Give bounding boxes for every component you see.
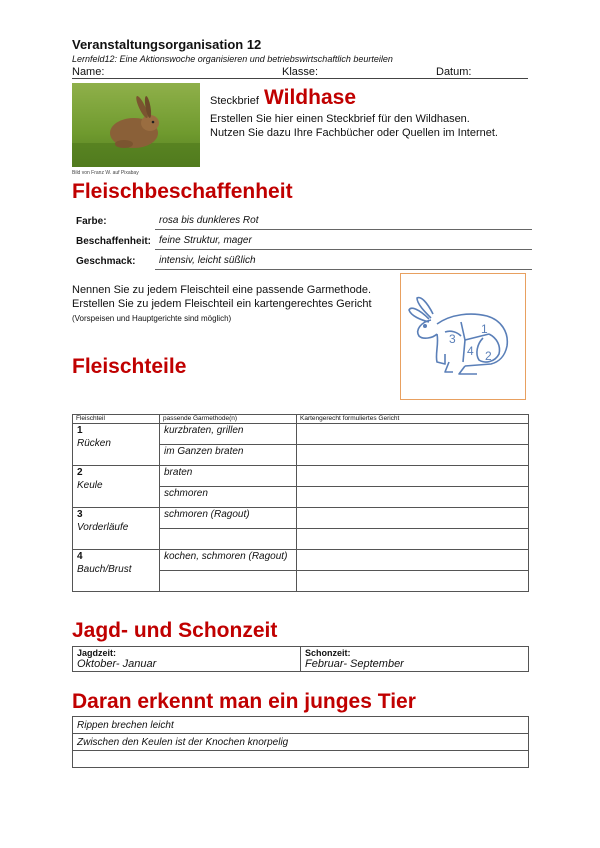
cut-name: Keule [77,480,103,491]
instruction-line-1: Nennen Sie zu jedem Fleischteil eine passende Garmethode. [72,284,372,296]
dish-cell[interactable] [297,571,529,592]
cuts-instructions [72,283,392,326]
dish-cell[interactable] [297,508,529,529]
diagram-label-1: 1 [481,322,488,336]
table-row [73,717,529,734]
method-cell: im Ganzen braten [160,445,297,466]
cut-name: Bauch/Brust [77,564,132,575]
label-texture: Beschaffenheit: [76,236,152,247]
value-taste: intensiv, leicht süßlich [155,255,532,270]
method-cell: braten [160,466,297,487]
date-label: Datum: [436,66,472,78]
hare-photo [72,83,200,167]
photo-credit: Bild von Franz W. auf Pixabay [72,170,139,176]
method-cell: schmoren (Ragout) [160,508,297,529]
hunting-season-cell [73,647,301,672]
young-animal-item[interactable] [73,751,529,768]
method-cell: schmoren [160,487,297,508]
table-row [73,550,529,571]
table-row [73,751,529,768]
value-texture: feine Struktur, mager [155,235,532,250]
heading-season: Jagd- und Schonzeit [72,619,278,642]
document-subtitle: Lernfeld12: Eine Aktionswoche organisieren und betriebswirtschaftlich beurteilen [72,54,393,64]
instruction-line-2: Erstellen Sie zu jedem Fleischteil ein kartengerechtes Gericht [72,298,372,310]
label-color: Farbe: [76,216,107,227]
cut-cell [73,466,160,508]
dish-cell[interactable] [297,445,529,466]
dish-cell[interactable] [297,550,529,571]
cut-number: 4 [77,551,83,562]
table-row [73,734,529,751]
dish-cell[interactable] [297,424,529,445]
method-cell[interactable] [160,571,297,592]
cut-name: Rücken [77,438,111,449]
name-label: Name: [72,66,105,78]
cuts-table [72,414,529,592]
dish-cell[interactable] [297,466,529,487]
header-fields [72,66,528,79]
column-header-method: passende Garmethode(n) [160,415,297,424]
value-color: rosa bis dunkleres Rot [155,215,532,230]
label-taste: Geschmack: [76,256,136,267]
table-row [73,647,529,672]
steckbrief-line-2: Nutzen Sie dazu Ihre Fachbücher oder Quellen im Internet. [210,127,498,139]
heading-cuts: Fleischteile [72,355,187,378]
diagram-label-3: 3 [449,332,456,346]
heading-young-animal: Daran erkennt man ein junges Tier [72,690,416,713]
cut-number: 3 [77,509,83,520]
diagram-label-2: 2 [485,349,492,363]
table-row [73,466,529,487]
closed-season-value: Februar- September [305,658,404,670]
class-label: Klasse: [282,66,319,78]
dish-cell[interactable] [297,487,529,508]
table-row [73,508,529,529]
young-animal-table [72,716,529,768]
animal-name: Wildhase [264,86,356,109]
instruction-note: (Vorspeisen und Hauptgerichte sind möglich) [72,314,232,323]
diagram-label-4: 4 [467,344,474,358]
column-header-cut: Fleischteil [73,415,160,424]
method-cell[interactable] [160,529,297,550]
cut-cell [73,550,160,592]
table-row [73,424,529,445]
cut-name: Vorderläufe [77,522,129,533]
steckbrief-instructions [210,112,530,140]
steckbrief-label: Steckbrief [210,95,259,107]
column-header-dish: Kartengerecht formuliertes Gericht [297,415,529,424]
hunting-season-value: Oktober- Januar [77,658,157,670]
young-animal-item: Zwischen den Keulen ist der Knochen knorpelig [73,734,529,751]
rabbit-cuts-diagram [400,273,526,400]
document-title: Veranstaltungsorganisation 12 [72,37,262,52]
hunting-season-label: Jagdzeit: [77,648,117,658]
cut-number: 2 [77,467,83,478]
steckbrief-line-1: Erstellen Sie hier einen Steckbrief für den Wildhasen. [210,113,470,125]
method-cell: kochen, schmoren (Ragout) [160,550,297,571]
dish-cell[interactable] [297,529,529,550]
young-animal-item: Rippen brechen leicht [73,717,529,734]
cut-cell [73,508,160,550]
season-table [72,646,529,672]
closed-season-cell [301,647,529,672]
cut-cell [73,424,160,466]
method-cell: kurzbraten, grillen [160,424,297,445]
cut-number: 1 [77,425,83,436]
closed-season-label: Schonzeit: [305,648,351,658]
table-header-row [73,415,529,424]
heading-meat-quality: Fleischbeschaffenheit [72,180,293,203]
